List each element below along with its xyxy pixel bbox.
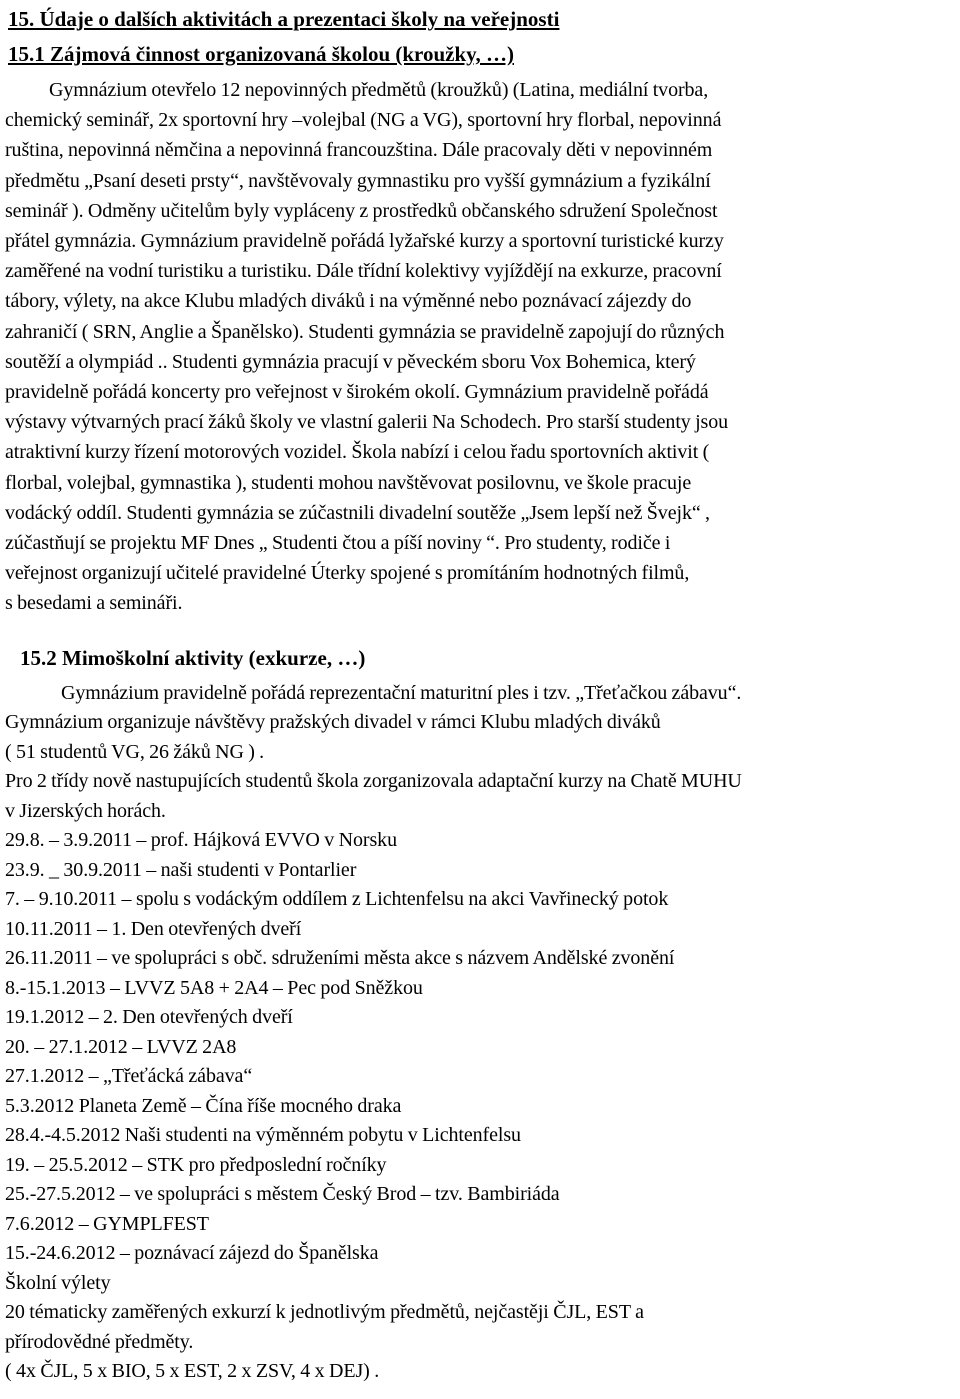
list-item: 8.-15.1.2013 – LVVZ 5A8 + 2A4 – Pec pod Sněžkou	[5, 976, 423, 999]
paragraph-line: Gymnázium otevřelo 12 nepovinných předmětů (kroužků) (Latina, mediální tvorba,	[49, 79, 709, 101]
section-2-intro	[0, 679, 960, 827]
paragraph-line: zahraničí ( SRN, Anglie a Španělsko). Studenti gymnázia se pravidelně zapojují do různých	[5, 320, 725, 343]
intro-line: Gymnázium pravidelně pořádá reprezentační maturitní ples i tzv. „Třeťačkou zábavu“.	[61, 681, 742, 704]
list-item: 29.8. – 3.9.2011 – prof. Hájková EVVO v Norsku	[5, 829, 397, 852]
list-item: ( 4x ČJL, 5 x BIO, 5 x EST, 2 x ZSV, 4 x DEJ) .	[5, 1360, 380, 1383]
paragraph-line: pravidelně pořádá koncerty pro veřejnost v širokém okolí. Gymnázium pravidelně pořádá	[5, 381, 709, 404]
paragraph-line: tábory, výlety, na akce Klubu mladých diváků i na výměnné nebo poznávací zájezdy do	[5, 290, 692, 313]
paragraph-line: veřejnost organizují učitelé pravidelné Úterky spojené s promítáním hodnotných filmů,	[5, 562, 690, 585]
list-item: 23.9. _ 30.9.2011 – naši studenti v Pontarlier	[5, 858, 357, 881]
list-item: 26.11.2011 – ve spolupráci s obč. sdruženími města akce s názvem Andělské zvonění	[5, 947, 675, 970]
list-item: 20. – 27.1.2012 – LVVZ 2A8	[5, 1035, 237, 1058]
intro-line: Gymnázium organizuje návštěvy pražských divadel v rámci Klubu mladých diváků	[5, 711, 661, 734]
list-item: 19.1.2012 – 2. Den otevřených dveří	[5, 1006, 293, 1029]
section-2-heading: 15.2 Mimoškolní aktivity (exkurze, …)	[20, 645, 366, 670]
intro-line: ( 51 studentů VG, 26 žáků NG ) .	[5, 740, 265, 763]
paragraph-line: výstavy výtvarných prací žáků školy ve vlastní galerii Na Schodech. Pro starší studenty jsou	[5, 411, 729, 434]
list-item: 10.11.2011 – 1. Den otevřených dveří	[5, 917, 302, 940]
list-item: 19. – 25.5.2012 – STK pro předposlední ročníky	[5, 1153, 387, 1176]
list-item: 25.-27.5.2012 – ve spolupráci s městem Český Brod – tzv. Bambiriáda	[5, 1183, 560, 1206]
paragraph-line: zúčastňují se projektu MF Dnes „ Studenti čtou a píší noviny “. Pro studenty, rodiče i	[5, 532, 671, 555]
events-list	[0, 826, 960, 1387]
intro-line: v Jizerských horách.	[5, 799, 166, 822]
paragraph-line: ruština, nepovinná němčina a nepovinná francouzština. Dále pracovaly děti v nepovinném	[5, 139, 713, 162]
main-heading: 15. Údaje o dalších aktivitách a prezentaci školy na veřejnosti	[8, 7, 560, 31]
list-item: 28.4.-4.5.2012 Naši studenti na výměnném pobytu v Lichtenfelsu	[5, 1124, 521, 1147]
list-item: 20 tématicky zaměřených exkurzí k jednotlivým předmětů, nejčastěji ČJL, EST a	[5, 1301, 644, 1324]
paragraph-line: florbal, volejbal, gymnastika ), studenti mohou navštěvovat posilovnu, ve škole pracuje	[5, 471, 692, 494]
list-item: Školní výlety	[5, 1271, 111, 1294]
list-item: 5.3.2012 Planeta Země – Čína říše mocného draka	[5, 1094, 402, 1117]
section-1-paragraph	[0, 75, 960, 619]
list-item: přírodovědné předměty.	[5, 1330, 194, 1353]
paragraph-line: předmětu „Psaní deseti prsty“, navštěvovaly gymnastiku pro vyšší gymnázium a fyzikální	[5, 169, 711, 192]
paragraph-line: seminář ). Odměny učitelům byly vypláceny z prostředků občanského sdružení Společnost	[5, 199, 718, 222]
list-item: 7. – 9.10.2011 – spolu s vodáckým oddílem z Lichtenfelsu na akci Vavřinecký potok	[5, 888, 669, 911]
paragraph-line: chemický seminář, 2x sportovní hry –volejbal (NG a VG), sportovní hry florbal, nepovinná	[5, 109, 722, 132]
paragraph-line: vodácký oddíl. Studenti gymnázia se zúčastnili divadelní soutěže „Jsem lepší než Švejk“ ,	[5, 501, 710, 524]
paragraph-line: přátel gymnázia. Gymnázium pravidelně pořádá lyžařské kurzy a sportovní turistické kurzy	[5, 230, 724, 253]
list-item: 27.1.2012 – „Třeťácká zábava“	[5, 1065, 253, 1088]
paragraph-line: s besedami a semináři.	[5, 592, 183, 615]
paragraph-line: zaměřené na vodní turistiku a turistiku. Dále třídní kolektivy vyjíždějí na exkurze, pracovní	[5, 260, 722, 283]
intro-line: Pro 2 třídy nově nastupujících studentů škola zorganizovala adaptační kurzy na Chatě MUHU	[5, 770, 742, 793]
paragraph-line: soutěží a olympiád .. Studenti gymnázia pracují v pěveckém sboru Vox Bohemica, který	[5, 350, 696, 373]
section-1-heading: 15.1 Zájmová činnost organizovaná školou (kroužky, …)	[8, 42, 514, 66]
list-item: 15.-24.6.2012 – poznávací zájezd do Španělska	[5, 1242, 379, 1265]
list-item: 7.6.2012 – GYMPLFEST	[5, 1212, 209, 1235]
paragraph-line: atraktivní kurzy řízení motorových vozidel. Škola nabízí i celou řadu sportovních aktivit (	[5, 441, 710, 464]
